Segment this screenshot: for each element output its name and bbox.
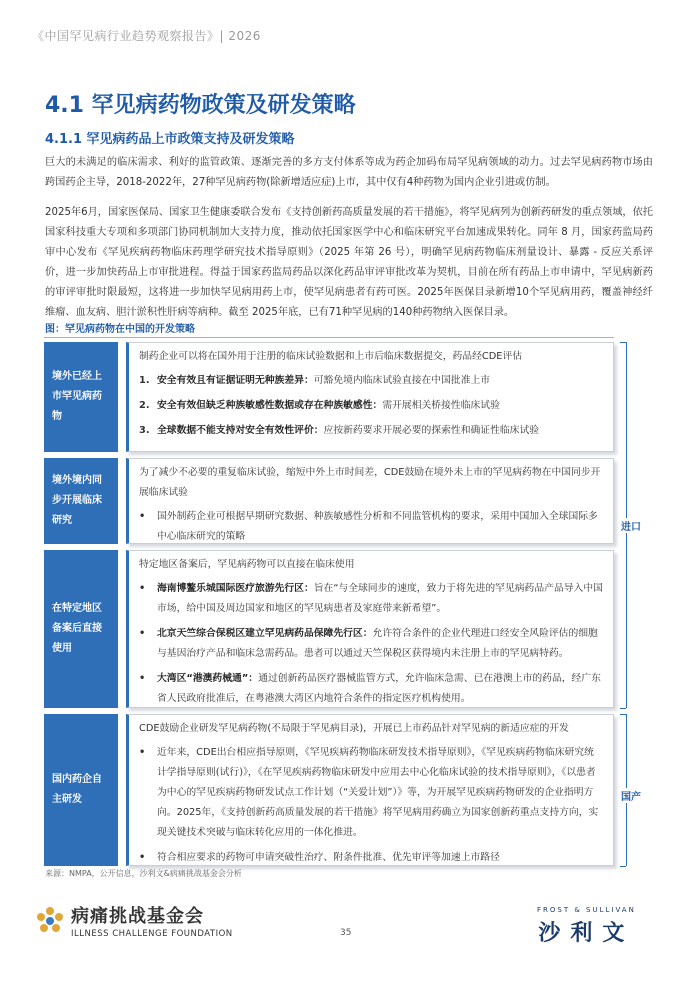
box-intro: 特定地区备案后，罕见病药物可以直接在临床使用 <box>139 559 355 570</box>
category-label: 国内药企自主研发 <box>44 714 118 866</box>
item-marker: • <box>139 673 146 684</box>
bracket-tick <box>620 342 626 343</box>
item-marker: • <box>139 747 146 758</box>
item-text: 需开展相关桥接性临床试验 <box>382 400 500 411</box>
item-text: 近年来，CDE出台相应指导原则，《罕见疾病药物临床研发技术指导原则》，《罕见疾病药物临床研究统计学指导原则(试行)》，《在罕见疾病药物临床研发中应用去中心化临床试验的技术指导原则》，《以患者为中心的罕见疾病药物研发试点工作计划（“关爱计划”）》等，为开展罕见疾病药物研发的企业指明方向。2025年，《支持创新药高质量发展的若干措施》将罕见病用药确立为国家创新药重点支持方向，实现关键技术突破与临床转化应用的一体化推进。 <box>157 747 599 838</box>
box-intro: CDE鼓励企业研发罕见病药物(不局限于罕见病目录)，开展已上市药品针对罕见病的新适应症的开发 <box>139 723 569 734</box>
item-marker: • <box>139 628 146 639</box>
item-bold: 安全有效但缺乏种族敏感性数据或存在种族敏感性： <box>157 400 383 411</box>
paragraph: 巨大的未满足的临床需求、利好的监管政策、逐渐完善的多方支付体系等成为药企加码布局罕见病领域的动力。过去罕见病药物市场由跨国药企主导，2018-2022年，27种罕见病药物(除新增适应症)上市，其中仅有4种药物为国内企业引进或仿制。 <box>45 157 653 188</box>
org-name-cn: 病痛挑战基金会 <box>71 906 204 927</box>
flower-logo-icon <box>34 905 66 937</box>
bracket-tick <box>620 708 626 709</box>
box-intro: 为了减少不必要的重复临床试验，缩短中外上市时间差，CDE鼓励在境外未上市的罕见病药物在中国同步开展临床试验 <box>139 467 601 498</box>
bracket-tick <box>620 866 626 867</box>
list-item <box>139 579 603 619</box>
org-name-en: ILLNESS CHALLENGE FOUNDATION <box>71 929 233 939</box>
item-text: 符合相应要求的药物可申请突破性治疗、附条件批准、优先审评等加速上市路径 <box>157 852 500 863</box>
item-text: 应按新药要求开展必要的探索性和确证性临床试验 <box>323 425 540 436</box>
category-label: 境外境内同步开展临床研究 <box>44 458 118 544</box>
item-marker: 1. <box>139 375 150 386</box>
report-header-title: 《中国罕见病行业趋势观察报告》| 2026 <box>32 29 261 43</box>
figure-caption: 图：罕见病药物在中国的开发策略 <box>45 324 195 335</box>
item-bold: 大湾区“港澳药械通”： <box>157 673 259 684</box>
subsection-title: 4.1.1 罕见病药品上市政策支持及研发策略 <box>45 132 295 147</box>
list-item <box>139 421 603 441</box>
bracket-tick <box>620 714 626 715</box>
list-item <box>139 669 603 709</box>
import-label: 进口 <box>620 518 642 533</box>
list-item <box>139 848 603 868</box>
item-marker: • <box>139 852 146 863</box>
frost-sullivan-en: FROST & SULLIVAN <box>537 906 636 914</box>
item-text: 旨在“与全球同步的速度，致力于将先进的罕见病药品产品导入中国市场，给中国及周边国家和地区的罕见病患者及家庭带来新希望”。 <box>157 583 603 614</box>
domestic-label: 国产 <box>620 788 642 803</box>
frost-sullivan-cn: 沙利文 <box>538 921 635 946</box>
box-intro: 制药企业可以将在国外用于注册的临床试验数据和上市后临床数据提交，药品经CDE评估 <box>139 351 523 362</box>
item-bold: 安全有效且有证据证明无种族差异： <box>157 375 314 386</box>
page-number: 35 <box>340 928 352 938</box>
list-item <box>139 507 603 547</box>
section-title: 4.1 罕见病药物政策及研发策略 <box>45 93 356 118</box>
foundation-logo <box>34 902 233 939</box>
list-item <box>139 624 603 664</box>
strategy-figure <box>44 338 644 866</box>
item-text: 可豁免境内临床试验直接在中国批准上市 <box>313 375 491 386</box>
figure-source: 来源：NMPA，公开信息，沙利文&病痛挑战基金会分析 <box>45 869 242 878</box>
category-label: 在特定地区备案后直接使用 <box>44 550 118 708</box>
strategy-box <box>126 714 614 866</box>
item-bold: 全球数据不能支持对安全有效性评价： <box>157 425 324 436</box>
item-bold: 海南博鳌乐城国际医疗旅游先行区： <box>157 583 314 594</box>
item-text: 国外制药企业可根据早期研究数据、种族敏感性分析和不同监管机构的要求，采用中国加入全球国际多中心临床研究的策略 <box>157 511 598 542</box>
item-bold: 北京天竺综合保税区建立罕见病药品保障先行区： <box>157 628 373 639</box>
item-text: 允许符合条件的企业代理进口经安全风险评估的细胞与基因治疗产品和临床急需药品。患者可以通过天竺保税区获得境内未注册上市的罕见病特药。 <box>157 628 598 659</box>
list-item <box>139 371 603 391</box>
strategy-box <box>126 342 614 452</box>
item-marker: 3. <box>139 425 150 436</box>
paragraph: 2025年6月，国家医保局、国家卫生健康委联合发布《支持创新药高质量发展的若干措施》，将罕见病列为创新药研发的重点领域，依托国家科技重大专项和多项部门协同机制加大支持力度，推动依托国家医学中心和临床研究平台加速成果转化。同年 8 月，国家药监局药审中心发布《罕见疾病药物临床药理学研究技术指导原则》（2025 年第 26 号），明确罕见病药物临床剂量设计、暴露 - 反应关系评价，进一步加快药品上市审批进程。得益于国家药监局药品以深化药品审评审批改革为契机，目前在所有药品上市申请中，罕见病新药的审评审批时限最短，这将进一步加快罕见病用药上市，使罕见病患者有药可医。2025年医保目录新增10个罕见病用药，覆盖神经纤维瘤、血友病、胆汁淤积性肝病等病种。截至 2025年底，已有71种罕见病的140种药物纳入医保目录。 <box>45 207 653 318</box>
list-item <box>139 396 603 416</box>
item-marker: 2. <box>139 400 150 411</box>
item-marker: • <box>139 511 146 522</box>
item-marker: • <box>139 583 146 594</box>
strategy-box <box>126 550 614 708</box>
list-item <box>139 743 603 843</box>
frost-sullivan-logo <box>537 906 636 947</box>
item-text: 通过创新药品医疗器械监管方式，允许临床急需、已在港澳上市的药品，经广东省人民政府批准后，在粤港澳大湾区内地符合条件的指定医疗机构使用。 <box>157 673 601 704</box>
category-label: 境外已经上市罕见病药物 <box>44 342 118 452</box>
strategy-box <box>126 458 614 544</box>
